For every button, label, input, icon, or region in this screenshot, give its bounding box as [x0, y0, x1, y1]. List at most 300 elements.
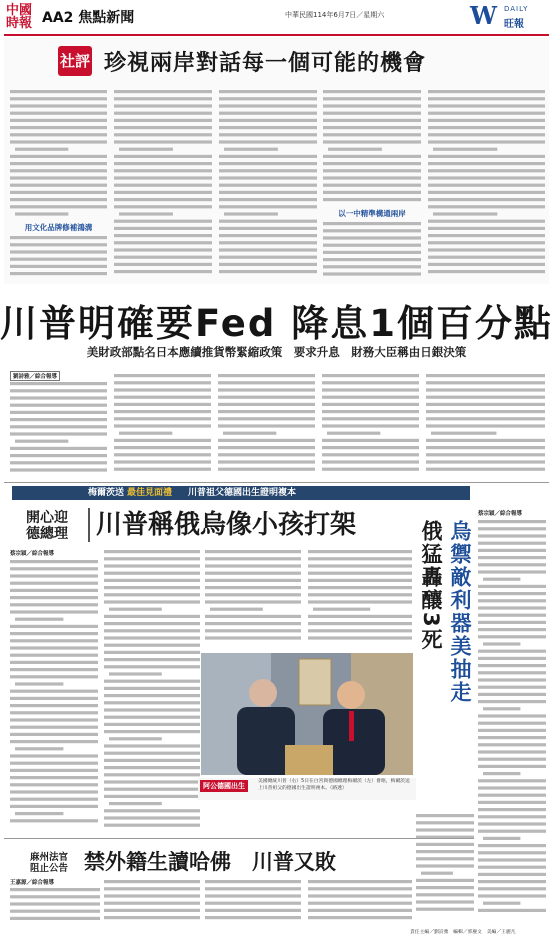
text-line: [10, 733, 98, 736]
text-line: [10, 902, 100, 905]
drone-vertical-headline-black: 俄猛轟釀3死: [419, 520, 443, 652]
text-line: [323, 258, 421, 261]
text-line: [416, 850, 474, 853]
text-line: [323, 229, 421, 232]
body-text-lines: [10, 234, 107, 280]
text-line: [416, 864, 474, 867]
text-line: [15, 148, 68, 151]
text-line: [10, 783, 98, 786]
text-line: [308, 557, 412, 560]
editorial-title: 珍視兩岸對話每一個可能的機會: [104, 51, 427, 76]
text-line: [308, 902, 412, 905]
text-line: [426, 381, 545, 384]
text-line: [308, 600, 412, 603]
want-logo-brand: 旺報: [504, 19, 524, 30]
text-line: [416, 843, 474, 846]
body-text-lines: [323, 220, 421, 280]
text-line: [10, 90, 107, 93]
text-line: [478, 678, 546, 681]
text-line: [104, 680, 200, 683]
text-line: [323, 90, 421, 93]
text-line: [478, 887, 546, 890]
text-line: [114, 97, 212, 100]
text-line: [478, 599, 546, 602]
body-text-lines: [104, 878, 200, 924]
editorial-text-column-4b: [323, 220, 421, 280]
body-text-lines: [114, 372, 211, 478]
text-line: [426, 446, 545, 449]
text-line: [114, 234, 212, 237]
text-line: [114, 460, 211, 463]
text-line: [478, 894, 546, 897]
text-line: [308, 909, 412, 912]
harvard-side-headline-2: 阻止公告: [30, 863, 69, 874]
text-line: [104, 636, 200, 639]
text-line: [483, 837, 520, 840]
text-line: [426, 453, 545, 456]
editorial-text-column-1b: [10, 234, 107, 280]
text-line: [10, 425, 107, 428]
text-line: [478, 534, 546, 537]
text-line: [478, 563, 546, 566]
text-line: [219, 234, 317, 237]
text-line: [10, 762, 98, 765]
harvard-rule: [4, 838, 474, 839]
putin-text-column-4: [308, 548, 412, 648]
text-line: [219, 205, 317, 208]
text-line: [15, 440, 68, 443]
photo-illustration: [201, 653, 413, 775]
text-line: [10, 184, 107, 187]
text-line: [10, 272, 107, 275]
text-line: [323, 126, 421, 129]
text-line: [10, 668, 98, 671]
masthead-line2: 時報: [6, 16, 33, 31]
text-line: [114, 403, 211, 406]
body-text-lines: [218, 372, 315, 478]
editorial-subhead-left: 用文化品牌修補鴻溝: [24, 223, 93, 232]
text-line: [10, 258, 107, 261]
harvard-byline: 王嘉源／綜合報導: [10, 880, 55, 886]
harvard-side-headline: [30, 852, 68, 874]
text-line: [219, 241, 317, 244]
section-rule: [4, 482, 549, 483]
text-line: [205, 564, 301, 567]
text-line: [428, 184, 545, 187]
text-line: [428, 270, 545, 273]
text-line: [219, 155, 317, 158]
text-line: [210, 608, 263, 611]
text-line: [219, 90, 317, 93]
text-line: [114, 119, 212, 122]
text-line: [205, 887, 301, 890]
text-line: [428, 248, 545, 251]
text-line: [483, 578, 520, 581]
text-line: [416, 828, 474, 831]
fed-byline: 劉詩雅／綜合報導: [10, 371, 60, 381]
text-line: [10, 776, 98, 779]
text-line: [219, 140, 317, 143]
text-line: [478, 808, 546, 811]
text-line: [416, 908, 474, 911]
text-line: [15, 747, 63, 750]
text-line: [10, 404, 107, 407]
text-line: [428, 155, 545, 158]
putin-byline: 蔡宗穎／綜合報導: [10, 551, 55, 557]
body-text-lines: [10, 886, 100, 924]
text-line: [104, 723, 200, 726]
text-line: [219, 227, 317, 230]
text-line: [10, 265, 107, 268]
text-line: [114, 133, 212, 136]
text-line: [10, 661, 98, 664]
text-line: [218, 424, 315, 427]
text-line: [114, 176, 212, 179]
text-line: [478, 909, 546, 912]
text-line: [104, 550, 200, 553]
text-line: [219, 97, 317, 100]
text-line: [10, 798, 98, 801]
text-line: [219, 112, 317, 115]
text-line: [428, 191, 545, 194]
body-text-lines: [10, 88, 107, 220]
fed-text-column-2: [114, 372, 211, 478]
text-line: [10, 112, 107, 115]
text-line: [114, 270, 212, 273]
text-line: [416, 900, 474, 903]
text-line: [478, 592, 546, 595]
text-line: [426, 460, 545, 463]
text-line: [10, 468, 107, 471]
text-line: [219, 169, 317, 172]
text-line: [114, 417, 211, 420]
text-line: [205, 916, 301, 919]
text-line: [114, 104, 212, 107]
text-line: [104, 909, 200, 912]
putin-side-headline-2: 德總理: [26, 526, 68, 542]
text-line: [104, 600, 200, 603]
text-line: [323, 222, 421, 225]
text-line: [205, 557, 301, 560]
text-line: [323, 97, 421, 100]
body-text-lines: [323, 88, 421, 204]
text-line: [218, 417, 315, 420]
text-line: [323, 133, 421, 136]
text-line: [104, 744, 200, 747]
text-line: [478, 621, 546, 624]
masthead-line1: 中國: [6, 3, 33, 18]
text-line: [10, 654, 98, 657]
text-line: [104, 887, 200, 890]
text-line: [104, 916, 200, 919]
want-logo-daily: DAILY: [504, 5, 529, 13]
text-line: [10, 910, 100, 913]
text-line: [323, 236, 421, 239]
text-line: [104, 816, 200, 819]
text-line: [218, 468, 315, 471]
text-line: [478, 758, 546, 761]
text-line: [104, 629, 200, 632]
drone-text-column-2: [416, 812, 474, 916]
text-line: [478, 556, 546, 559]
text-line: [218, 374, 315, 377]
harvard-text-column-3: [205, 878, 301, 924]
text-line: [428, 104, 545, 107]
merz-banner: [12, 486, 470, 500]
text-line: [323, 184, 421, 187]
text-line: [478, 794, 546, 797]
text-line: [308, 622, 412, 625]
text-line: [478, 700, 546, 703]
text-line: [10, 711, 98, 714]
text-line: [15, 212, 68, 215]
text-line: [426, 388, 545, 391]
banner-text-yellow: 最佳見面禮: [127, 488, 173, 498]
text-line: [114, 453, 211, 456]
text-line: [10, 740, 98, 743]
text-line: [323, 198, 421, 201]
text-line: [308, 586, 412, 589]
text-line: [10, 596, 98, 599]
text-line: [104, 824, 200, 827]
text-line: [104, 701, 200, 704]
editorial-text-column-3: [219, 88, 317, 280]
text-line: [10, 895, 100, 898]
text-line: [10, 198, 107, 201]
text-line: [114, 256, 212, 259]
text-line: [114, 424, 211, 427]
text-line: [322, 417, 419, 420]
text-line: [10, 155, 107, 158]
text-line: [219, 248, 317, 251]
text-line: [109, 737, 162, 740]
text-line: [205, 909, 301, 912]
text-line: [10, 236, 107, 239]
text-line: [478, 786, 546, 789]
text-line: [323, 244, 421, 247]
text-line: [10, 632, 98, 635]
body-text-lines: [205, 548, 301, 648]
text-line: [426, 403, 545, 406]
text-line: [114, 439, 211, 442]
text-line: [205, 636, 301, 639]
text-line: [416, 893, 474, 896]
text-line: [478, 880, 546, 883]
text-line: [104, 902, 200, 905]
text-line: [104, 795, 200, 798]
text-line: [10, 205, 107, 208]
text-line: [114, 248, 212, 251]
text-line: [428, 140, 545, 143]
banner-text-white: 梅爾茨送: [88, 488, 125, 498]
text-line: [218, 439, 315, 442]
text-line: [322, 403, 419, 406]
text-line: [219, 270, 317, 273]
text-line: [10, 690, 98, 693]
harvard-text-column-2: [104, 878, 200, 924]
text-line: [219, 184, 317, 187]
putin-text-column-3: [205, 548, 301, 648]
putin-text-column-1: [10, 558, 98, 830]
harvard-text-column-1: [10, 886, 100, 924]
text-line: [104, 788, 200, 791]
text-line: [327, 432, 380, 435]
text-line: [426, 439, 545, 442]
text-line: [478, 628, 546, 631]
text-line: [104, 730, 200, 733]
text-line: [114, 381, 211, 384]
text-line: [478, 822, 546, 825]
text-line: [119, 212, 173, 215]
fed-text-column-5: [426, 372, 545, 478]
text-line: [104, 766, 200, 769]
text-line: [104, 572, 200, 575]
text-line: [478, 858, 546, 861]
text-line: [10, 126, 107, 129]
editorial-badge: 社評: [58, 46, 92, 76]
text-line: [483, 902, 520, 905]
text-line: [109, 672, 162, 675]
text-line: [323, 155, 421, 158]
text-line: [478, 729, 546, 732]
text-line: [219, 104, 317, 107]
text-line: [218, 446, 315, 449]
text-line: [428, 234, 545, 237]
text-line: [478, 657, 546, 660]
text-line: [10, 639, 98, 642]
text-line: [104, 586, 200, 589]
text-line: [478, 765, 546, 768]
text-line: [10, 560, 98, 563]
text-line: [114, 374, 211, 377]
text-line: [433, 148, 497, 151]
text-line: [478, 606, 546, 609]
text-line: [478, 801, 546, 804]
text-line: [224, 148, 278, 151]
drone-byline: 蔡宗穎／綜合報導: [478, 511, 523, 517]
text-line: [205, 880, 301, 883]
text-line: [478, 549, 546, 552]
text-line: [322, 439, 419, 442]
text-line: [10, 726, 98, 729]
photo-caption-label: 阿公德國出生: [200, 780, 248, 792]
text-line: [10, 819, 98, 822]
text-line: [10, 790, 98, 793]
text-line: [114, 468, 211, 471]
text-line: [483, 772, 520, 775]
text-line: [205, 894, 301, 897]
text-line: [322, 460, 419, 463]
text-line: [428, 263, 545, 266]
text-line: [218, 388, 315, 391]
text-line: [308, 916, 412, 919]
body-text-lines: [114, 88, 212, 280]
text-line: [104, 773, 200, 776]
text-line: [428, 241, 545, 244]
body-text-lines: [416, 812, 474, 916]
text-line: [416, 814, 474, 817]
text-line: [10, 917, 100, 920]
harvard-side-headline-1: 麻州法官: [30, 852, 69, 863]
text-line: [10, 411, 107, 414]
text-line: [428, 133, 545, 136]
text-line: [114, 184, 212, 187]
text-line: [114, 446, 211, 449]
text-line: [478, 714, 546, 717]
text-line: [114, 191, 212, 194]
text-line: [205, 586, 301, 589]
text-line: [10, 574, 98, 577]
fed-subheadline: 美財政部點名日本應續推貨幣緊縮政策 要求升息 財務大臣稱由日銀決策: [86, 345, 467, 359]
text-line: [205, 593, 301, 596]
text-line: [104, 622, 200, 625]
text-line: [114, 227, 212, 230]
page-credits: 責任主編／劉詩雅 編輯／郭慶文 美編／王麗凡: [410, 930, 516, 935]
text-line: [218, 396, 315, 399]
text-line: [308, 564, 412, 567]
text-line: [205, 550, 301, 553]
text-line: [15, 682, 63, 685]
text-line: [433, 212, 497, 215]
text-line: [478, 570, 546, 573]
text-line: [114, 90, 212, 93]
text-line: [428, 198, 545, 201]
text-line: [104, 658, 200, 661]
text-line: [219, 191, 317, 194]
text-line: [10, 140, 107, 143]
text-line: [10, 191, 107, 194]
text-line: [478, 844, 546, 847]
text-line: [10, 133, 107, 136]
text-line: [426, 396, 545, 399]
text-line: [478, 779, 546, 782]
text-line: [483, 642, 520, 645]
text-line: [10, 646, 98, 649]
text-line: [10, 447, 107, 450]
text-line: [478, 815, 546, 818]
text-line: [478, 750, 546, 753]
text-line: [478, 866, 546, 869]
text-line: [119, 148, 173, 151]
text-line: [478, 664, 546, 667]
text-line: [10, 610, 98, 613]
body-text-lines: [426, 372, 545, 478]
text-line: [478, 635, 546, 638]
text-line: [428, 176, 545, 179]
text-line: [478, 851, 546, 854]
text-line: [10, 888, 100, 891]
text-line: [10, 389, 107, 392]
text-line: [104, 716, 200, 719]
text-line: [323, 162, 421, 165]
text-line: [104, 708, 200, 711]
text-line: [483, 707, 520, 710]
text-line: [104, 644, 200, 647]
body-text-lines: [219, 88, 317, 280]
text-line: [426, 468, 545, 471]
putin-headline: 川普稱俄烏像小孩打架: [96, 510, 357, 540]
text-line: [478, 520, 546, 523]
text-line: [308, 550, 412, 553]
text-line: [10, 97, 107, 100]
dateline: 中華民國114年6月7日／星期六: [285, 11, 385, 19]
text-line: [10, 169, 107, 172]
text-line: [10, 675, 98, 678]
text-line: [431, 432, 496, 435]
text-line: [416, 879, 474, 882]
text-line: [15, 618, 63, 621]
text-line: [308, 579, 412, 582]
